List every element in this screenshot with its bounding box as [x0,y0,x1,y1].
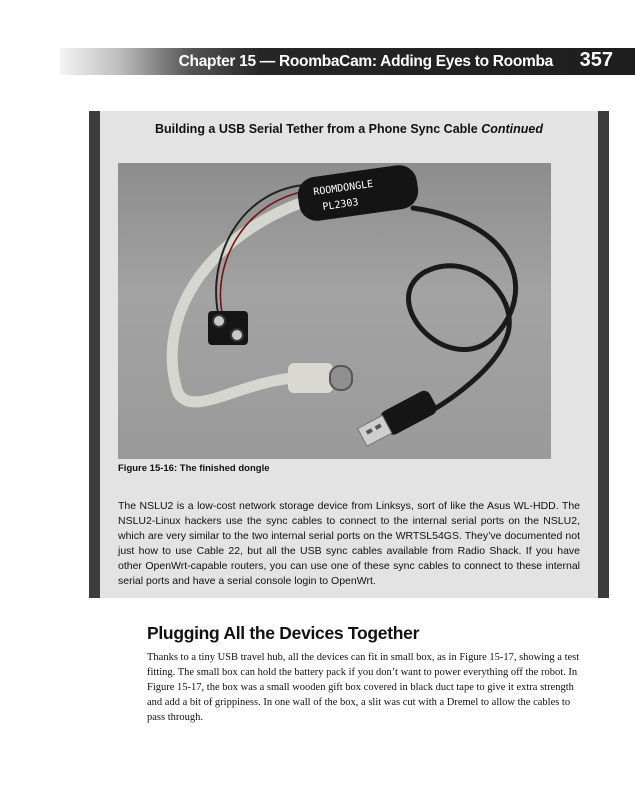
sidebar-title-text: Building a USB Serial Tether from a Phone Sync Cable [154,122,478,136]
section-paragraph: Thanks to a tiny USB travel hub, all the devices can fit in small box, as in Figure 15-17, showing a test fitting. The small box can hold the battery pack if you don’t want to power everything off the robot. In Figure 15-17, the box was a small wooden gift box covered in black duct tape to give it extra strength and add a bit of grippiness. In one wall of the box, a slit was cut with a Dremel to allow the cables to pass through. [147,652,580,723]
figure-photo [118,163,551,459]
section-heading: Plugging All the Devices Together [147,623,420,643]
figure-caption-prefix: Figure 15-16: [118,463,178,474]
sidebar-paragraph: The NSLU2 is a low-cost network storage device from Linksys, sort of like the Asus WL-HDD. The NSLU2-Linux hackers use the sync cables to connect to the internal serial ports on the NSLU2, which are very similar to the two internal serial ports on the WRTSL54GS. They’ve documented not just how to use Cable 22, but all the USB sync cables available from Radio Shack. If you have other OpenWrt-capable routers, you can use one of these sync cables to connect to these internal serial ports and have a serial console login to OpenWrt. [118,500,580,587]
dongle-label-2: PL2303 [321,197,360,214]
snap-terminal [231,329,243,341]
chapter-title: Chapter 15 — RoombaCam: Adding Eyes to Roomba [178,53,553,70]
chapter-header-bar [60,48,635,75]
black-cable [408,208,515,418]
sidebar-title [100,122,598,136]
battery-snap [208,311,248,345]
snap-terminal [213,315,225,327]
din-connector-body [288,363,333,393]
sidebar-title-continued: Continued [481,122,544,136]
figure-caption [118,463,270,474]
figure-caption-text: The finished dongle [179,463,270,474]
sidebar-box [89,111,609,598]
din-connector-plug [330,366,352,390]
dongle-label-1: ROOMDONGLE [312,178,374,199]
page-number: 357 [579,49,613,71]
dongle-illustration [118,163,551,459]
